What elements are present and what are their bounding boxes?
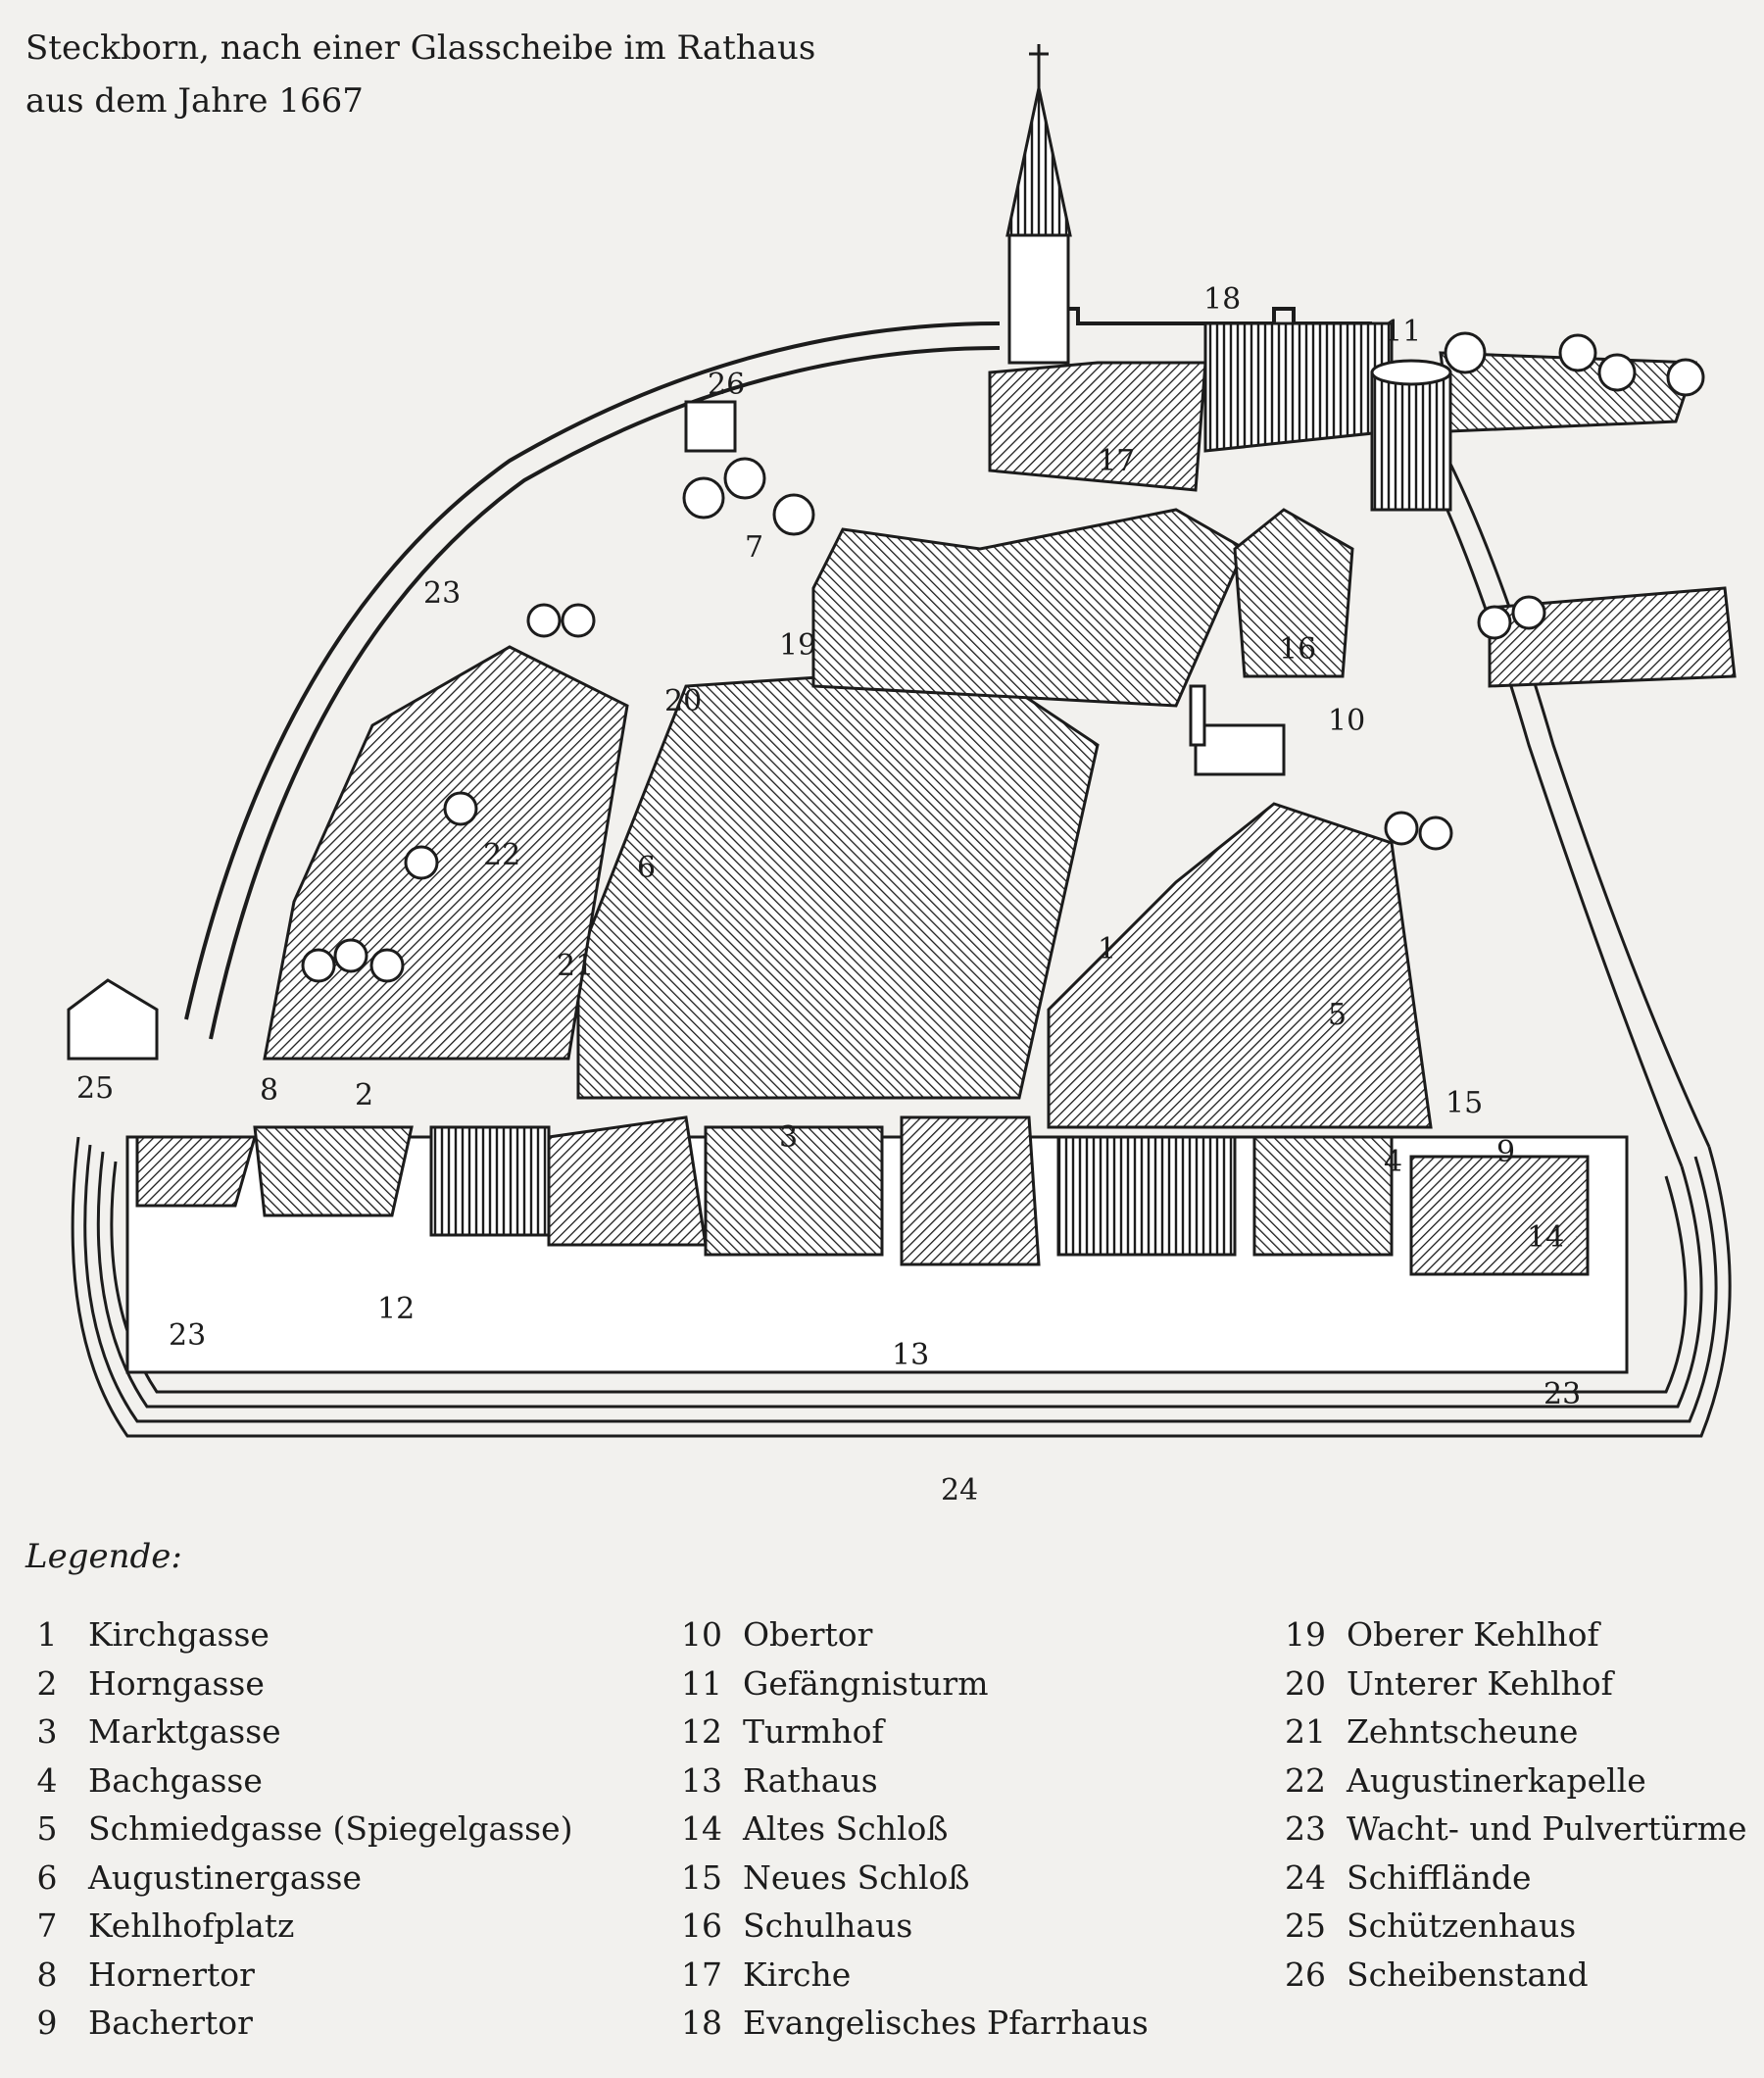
legend-number: 26	[1285, 1954, 1326, 1994]
legend-number: 15	[681, 1857, 722, 1897]
legend-label: Schmiedgasse (Spiegelgasse)	[88, 1809, 573, 1848]
legend-number: 21	[1285, 1712, 1326, 1751]
legend-number: 17	[681, 1954, 722, 1994]
map-number-26: 26	[708, 368, 746, 402]
legend-item	[1272, 1809, 1747, 1858]
map-number-17: 17	[1098, 444, 1136, 478]
map-number-25: 25	[76, 1071, 115, 1106]
map-number-14: 14	[1527, 1220, 1565, 1255]
legend-number: 22	[1285, 1760, 1326, 1800]
legend-label: Neues Schloß	[743, 1857, 970, 1897]
legend-item	[668, 1858, 1149, 1907]
map-number-5: 5	[1328, 998, 1348, 1032]
legend-number: 4	[36, 1760, 58, 1800]
legend-label: Wacht- und Pulvertürme	[1347, 1809, 1747, 1848]
legend-item	[668, 1615, 1149, 1664]
legend-number: 24	[1285, 1857, 1326, 1897]
legend-label: Kirche	[743, 1954, 852, 1994]
map-number-23-southeast: 23	[1544, 1377, 1582, 1411]
legend-number: 23	[1285, 1809, 1326, 1848]
map-number-19: 19	[779, 628, 817, 663]
legend-number: 19	[1285, 1615, 1326, 1654]
legend-item	[668, 2004, 1149, 2053]
legend-number: 25	[1285, 1906, 1326, 1945]
legend-label: Altes Schloß	[743, 1809, 949, 1848]
legend-label: Bachgasse	[88, 1760, 263, 1800]
legend-item	[14, 1809, 573, 1858]
legend-number: 11	[681, 1663, 722, 1703]
legend-label: Marktgasse	[88, 1712, 281, 1751]
legend-label: Rathaus	[743, 1760, 878, 1800]
church-steeple	[1007, 44, 1070, 363]
legend-item	[668, 1664, 1149, 1713]
legend-item	[14, 1712, 573, 1761]
legend-label: Schulhaus	[743, 1906, 913, 1945]
map-number-22: 22	[483, 838, 521, 872]
legend-item	[668, 1809, 1149, 1858]
legend-label: Kehlhofplatz	[88, 1906, 295, 1945]
legend-item	[14, 1615, 573, 1664]
legend-number: 3	[36, 1712, 58, 1751]
legend-item	[1272, 1615, 1747, 1664]
legend-label: Oberer Kehlhof	[1347, 1615, 1599, 1654]
legend-label: Kirchgasse	[88, 1615, 270, 1654]
legend-label: Augustinerkapelle	[1347, 1760, 1646, 1800]
legend-item	[14, 1664, 573, 1713]
map-number-23-southwest: 23	[169, 1318, 207, 1353]
legend-item	[668, 1761, 1149, 1810]
map-number-1: 1	[1098, 932, 1117, 966]
legend-item	[1272, 1712, 1747, 1761]
map-number-6: 6	[637, 851, 657, 885]
legend-item	[668, 1712, 1149, 1761]
map-number-9: 9	[1496, 1135, 1516, 1169]
legend-label: Horngasse	[88, 1663, 265, 1703]
legend-label: Schifflände	[1347, 1857, 1532, 1897]
legend-number: 1	[36, 1615, 58, 1654]
legend-number: 18	[681, 2004, 722, 2042]
legend-label: Augustinergasse	[88, 1857, 362, 1897]
title-line-2: aus dem Jahre 1667	[25, 81, 364, 121]
map-number-13: 13	[892, 1338, 930, 1372]
legend-number: 9	[36, 2004, 58, 2042]
legend-number: 7	[36, 1906, 58, 1945]
legend-item	[14, 1858, 573, 1907]
legend-item	[668, 1955, 1149, 2004]
legend-label: Gefängnisturm	[743, 1663, 989, 1703]
legend-number: 16	[681, 1906, 722, 1945]
map-number-11: 11	[1384, 315, 1422, 349]
legend-label: Scheibenstand	[1347, 1954, 1589, 1994]
legend-item	[14, 1761, 573, 1810]
legend-label: Unterer Kehlhof	[1347, 1663, 1613, 1703]
map-number-16: 16	[1279, 632, 1317, 667]
legend-number: 14	[681, 1809, 722, 1848]
legend-number: 8	[36, 1954, 58, 1994]
legend-label: Obertor	[743, 1615, 873, 1654]
map-number-23-west: 23	[423, 576, 462, 611]
legend-label: Schützenhaus	[1347, 1906, 1577, 1945]
map-number-2: 2	[355, 1078, 374, 1113]
map-number-20: 20	[664, 684, 703, 718]
map-number-15: 15	[1446, 1086, 1484, 1120]
legend-number: 6	[36, 1857, 58, 1897]
legend-item	[1272, 1858, 1747, 1907]
legend-item	[668, 1906, 1149, 1955]
legend-item	[14, 2004, 573, 2053]
legend-item	[1272, 1906, 1747, 1955]
legend-item	[14, 1955, 573, 2004]
legend-number: 13	[681, 1760, 722, 1800]
legend-label: Turmhof	[743, 1712, 884, 1751]
legend-item	[1272, 1761, 1747, 1810]
town-buildings	[127, 323, 1735, 1372]
legend-column-3	[1272, 1615, 1747, 2004]
map-number-12: 12	[377, 1292, 416, 1326]
fountain	[1191, 686, 1284, 774]
map-number-4: 4	[1384, 1145, 1403, 1179]
title-line-1: Steckborn, nach einer Glasscheibe im Rathaus	[25, 28, 816, 68]
legend-label: Hornertor	[88, 1954, 255, 1994]
legend-column-1	[14, 1615, 573, 2053]
prison-tower	[1372, 361, 1450, 510]
map-number-10: 10	[1328, 704, 1366, 738]
legend-label: Bachertor	[88, 2004, 253, 2042]
map-number-8: 8	[260, 1073, 279, 1108]
legend-heading: Legende:	[25, 1537, 182, 1576]
legend-number: 20	[1285, 1663, 1326, 1703]
legend-item	[1272, 1664, 1747, 1713]
legend-column-2	[668, 1615, 1149, 2053]
legend-item	[1272, 1955, 1747, 2004]
map-number-3: 3	[779, 1120, 799, 1155]
legend-label: Zehntscheune	[1347, 1712, 1579, 1751]
map-number-7: 7	[745, 530, 764, 565]
map-number-21: 21	[557, 949, 595, 983]
legend-number: 2	[36, 1663, 58, 1703]
legend-label: Evangelisches Pfarrhaus	[743, 2004, 1149, 2042]
legend-number: 5	[36, 1809, 58, 1848]
legend-item	[14, 1906, 573, 1955]
legend-number: 12	[681, 1712, 722, 1751]
map-number-18: 18	[1203, 282, 1242, 317]
map-number-24: 24	[941, 1473, 979, 1508]
legend-number: 10	[681, 1615, 722, 1654]
